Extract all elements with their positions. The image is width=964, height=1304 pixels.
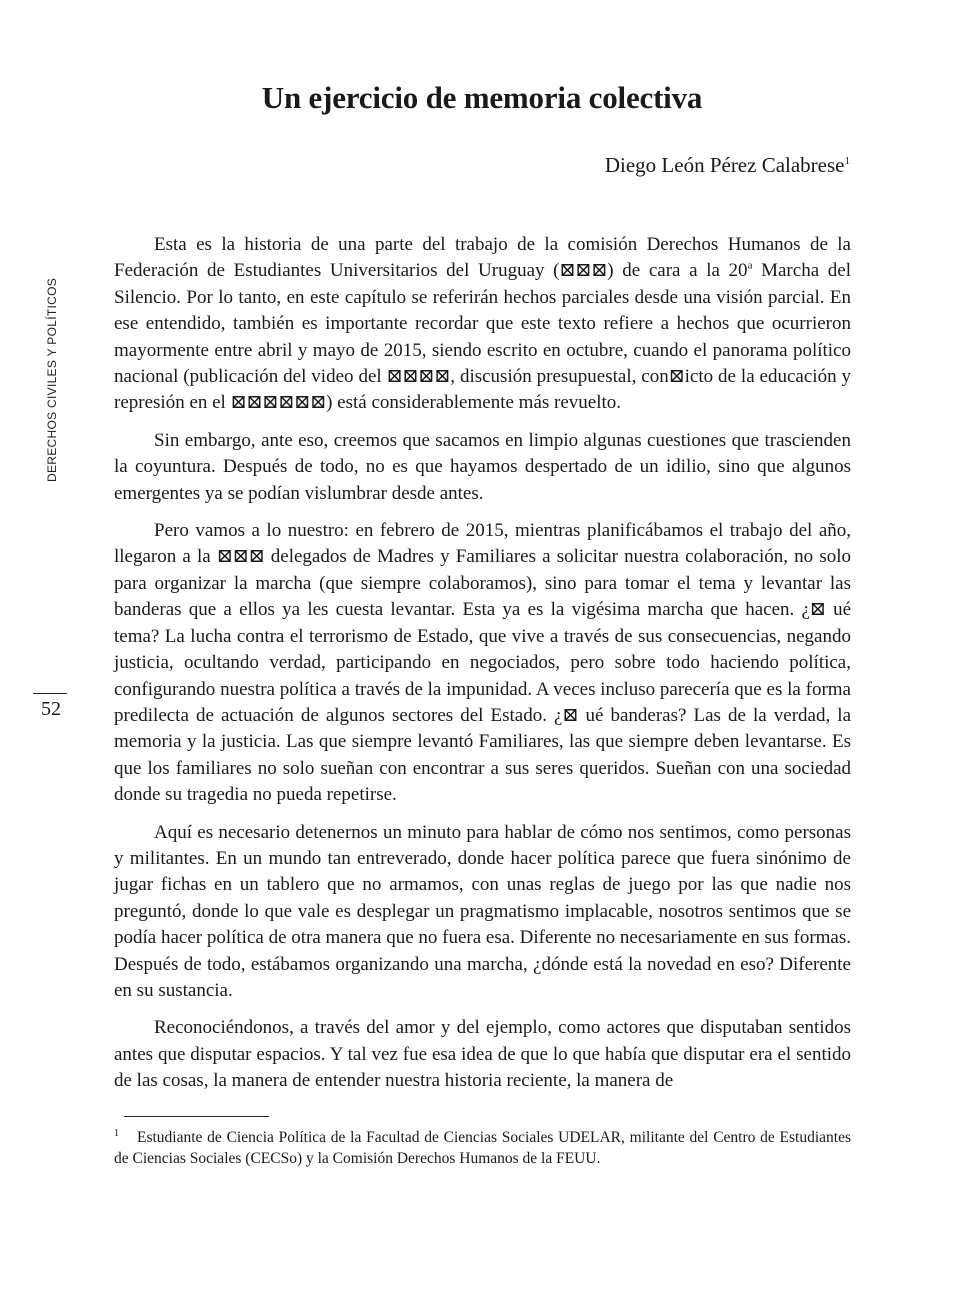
paragraph-1-text-a: Esta es la historia de una parte del trabajo de la comisión Derechos Humanos de la Federación de Estudiantes Universitarios del Uruguay (⊠⊠⊠) de cara a la 20 (114, 234, 851, 282)
page-number-rule (33, 693, 67, 694)
section-running-head: DERECHOS CIVILES Y POLÍTICOS (45, 277, 59, 482)
body-paragraph-2: Sin embargo, ante eso, creemos que sacamos en limpio algunas cuestiones que trascienden la coyuntura. Después de todo, no es que hayamos despertado de un idilio, sino que algunos emergentes ya se podían vislumbrar desde antes. (114, 429, 851, 504)
body-paragraph-4: Aquí es necesario detenernos un minuto para hablar de cómo nos sentimos, como personas y militantes. En un mundo tan entreverado, donde hacer política parece que fuera sinónimo de jugar fichas en un tablero que no armamos, con unas reglas de juego por las que nadie nos preguntó, donde lo que vale es desplegar un pragmatismo implacable, nosotros sentimos que se podía hacer política de otra manera que no fuera esa. Diferente no necesariamente en sus formas. Después de todo, estábamos organizando una marcha, ¿dónde está la novedad en eso? Diferente en su sustancia. (114, 821, 851, 1001)
body-text (114, 232, 851, 1106)
body-paragraph-5: Reconociéndonos, a través del amor y del ejemplo, como actores que disputaban sentidos antes que disputar espacios. Y tal vez fue esa idea de que lo que había que disputar era el sentido de las cosas, la manera de entender nuestra historia reciente, la manera de (114, 1017, 851, 1092)
author-line (605, 153, 850, 178)
author-footnote-mark: 1 (844, 155, 850, 167)
footnote (114, 1127, 851, 1169)
footnote-separator (124, 1116, 269, 1117)
footnote-mark: 1 (114, 1127, 119, 1139)
footnote-text: Estudiante de Ciencia Política de la Facultad de Ciencias Sociales UDELAR, militante del Centro de Estudiantes de Ciencias Sociales (CECSo) y la Comisión Derechos Humanos de la FEUU. (114, 1129, 851, 1167)
author-name: Diego León Pérez Calabrese (604, 153, 845, 177)
body-paragraph-1 (114, 232, 851, 417)
page-number: 52 (41, 698, 61, 720)
paragraph-1-text-b: Marcha del Silencio. Por lo tanto, en este capítulo se referirán hechos parciales desde una visión parcial. En ese entendido, también es importante recordar que este texto refiere a hechos que ocurrieron mayormente entre abril y mayo de 2015, siendo escrito en octubre, cuando el panorama político nacional (publicación del video del ⊠⊠⊠⊠, discusión presupuestal, con⊠icto de la educación y represión en el ⊠⊠⊠⊠⊠⊠) está considerablemente más revuelto. (114, 260, 851, 414)
chapter-title: Un ejercicio de memoria colectiva (261, 80, 703, 115)
ordinal-superscript: a (747, 260, 753, 273)
body-paragraph-3: Pero vamos a lo nuestro: en febrero de 2015, mientras planificábamos el trabajo del año, llegaron a la ⊠⊠⊠ delegados de Madres y Familiares a solicitar nuestra colaboración, no solo para organizar la marcha (que siempre colaboramos), sino para tomar el tema y levantar las banderas que a ellos ya les cuesta levantar. Esta ya es la vigésima marcha que hacen. ¿⊠ ué tema? La lucha contra el terrorismo de Estado, que vive a través de sus consecuencias, negando justicia, ocultando verdad, participando en negociados, pero sobre todo haciendo política, configurando nuestra política a través de la impunidad. A veces incluso parecería que es la forma predilecta de actuación de algunos sectores del Estado. ¿⊠ ué banderas? Las de la verdad, la memoria y la justicia. Las que siempre levantó Familiares, las que siempre deben levantarse. Es que los familiares no solo sueñan con encontrar a sus seres queridos. Sueñan con una sociedad donde su tragedia no pueda repetirse. (114, 520, 851, 806)
